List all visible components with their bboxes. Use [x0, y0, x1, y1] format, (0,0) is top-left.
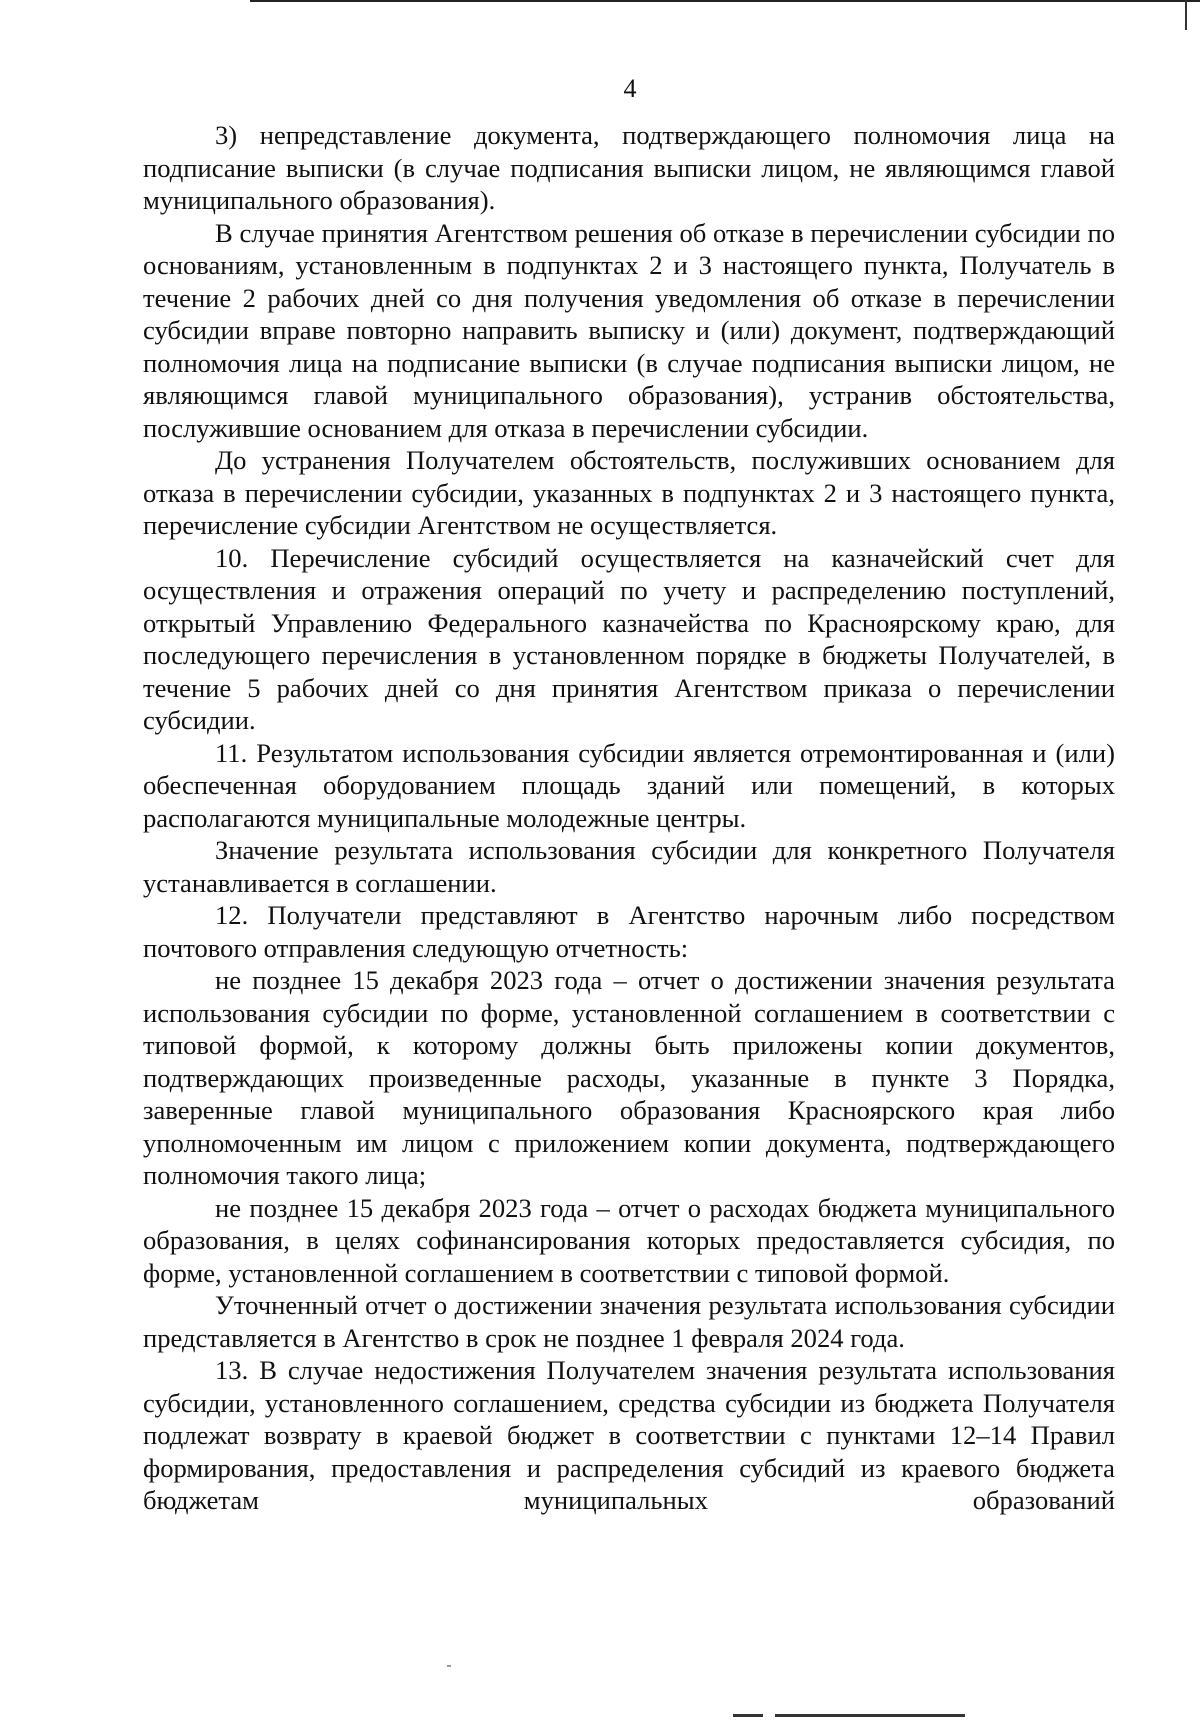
paragraph-report-achievement: не позднее 15 декабря 2023 года – отчет о достижении значения результата использования субсидии по форме, установленной соглашением в соответствии с типовой формой, к которому должны быть приложены копии документов, подтверждающих произведенные расходы, указанные в пункте 3 Порядка, заверенные главой муниципального образования Красноярского края либо уполномоченным им лицом с приложением копии документа, подтверждающего полномочия такого лица;	[143, 965, 1115, 1190]
paragraph-item-13: 13. В случае недостижения Получателем значения результата использования субсидии, установленного соглашением, средства субсидии из бюджета Получателя подлежат возврату в краевой бюджет в соответствии с пунктами 12–14 Правил формирования, предоставления и распределения субсидий из краевого бюджета бюджетам муниципальных образований	[143, 1355, 1115, 1515]
paragraph-item-10: 10. Перечисление субсидий осуществляется на казначейский счет для осуществления и отражения операций по учету и распределению поступлений, открытый Управлению Федерального казначейства по Красноярскому краю, для последующего перечисления в установленном порядке в бюджеты Получателей, в течение 5 рабочих дней со дня принятия Агентством приказа о перечислении субсидии.	[143, 542, 1115, 735]
paragraph-item-12: 12. Получатели представляют в Агентство нарочным либо посредством почтового отправления следующую отчетность:	[143, 900, 1115, 963]
scan-speck	[447, 1665, 451, 1667]
bottom-scan-mark	[775, 1714, 965, 1717]
bottom-scan-mark	[733, 1714, 763, 1717]
page-number: 4	[623, 74, 637, 103]
paragraph-result-value: Значение результата использования субсидии для конкретного Получателя устанавливается в соглашении.	[143, 835, 1115, 898]
paragraph-item-3: 3) непредставление документа, подтверждающего полномочия лица на подписание выписки (в случае подписания выписки лицом, не являющимся главой муниципального образования).	[143, 120, 1115, 215]
paragraph-until-elimination: До устранения Получателем обстоятельств, послуживших основанием для отказа в перечислении субсидии, указанных в подпунктах 2 и 3 настоящего пункта, перечисление субсидии Агентством не осуществляется.	[143, 445, 1115, 540]
paragraph-refusal-case: В случае принятия Агентством решения об отказе в перечислении субсидии по основаниям, установленным в подпунктах 2 и 3 настоящего пункта, Получатель в течение 2 рабочих дней со дня получения уведомления об отказе в перечислении субсидии вправе повторно направить выписку и (или) документ, подтверждающий полномочия лица на подписание выписки (в случае подписания выписки лицом, не являющимся главой муниципального образования), устранив обстоятельства, послужившие основанием для отказа в перечислении субсидии.	[143, 217, 1115, 443]
right-border-line	[1185, 0, 1187, 30]
paragraph-report-expenses: не позднее 15 декабря 2023 года – отчет о расходах бюджета муниципального образования, в целях софинансирования которых предоставляется субсидия, по форме, установленной соглашением в соответствии с типовой формой.	[143, 1192, 1115, 1288]
paragraph-item-11: 11. Результатом использования субсидии является отремонтированная и (или) обеспеченная оборудованием площадь зданий или помещений, в которых располагаются муниципальные молодежные центры.	[143, 737, 1115, 833]
paragraph-refined-report: Уточненный отчет о достижении значения результата использования субсидии представляется в Агентство в срок не позднее 1 февраля 2024 года.	[143, 1290, 1115, 1353]
document-body	[143, 119, 1115, 1517]
top-border-line	[250, 0, 1200, 2]
